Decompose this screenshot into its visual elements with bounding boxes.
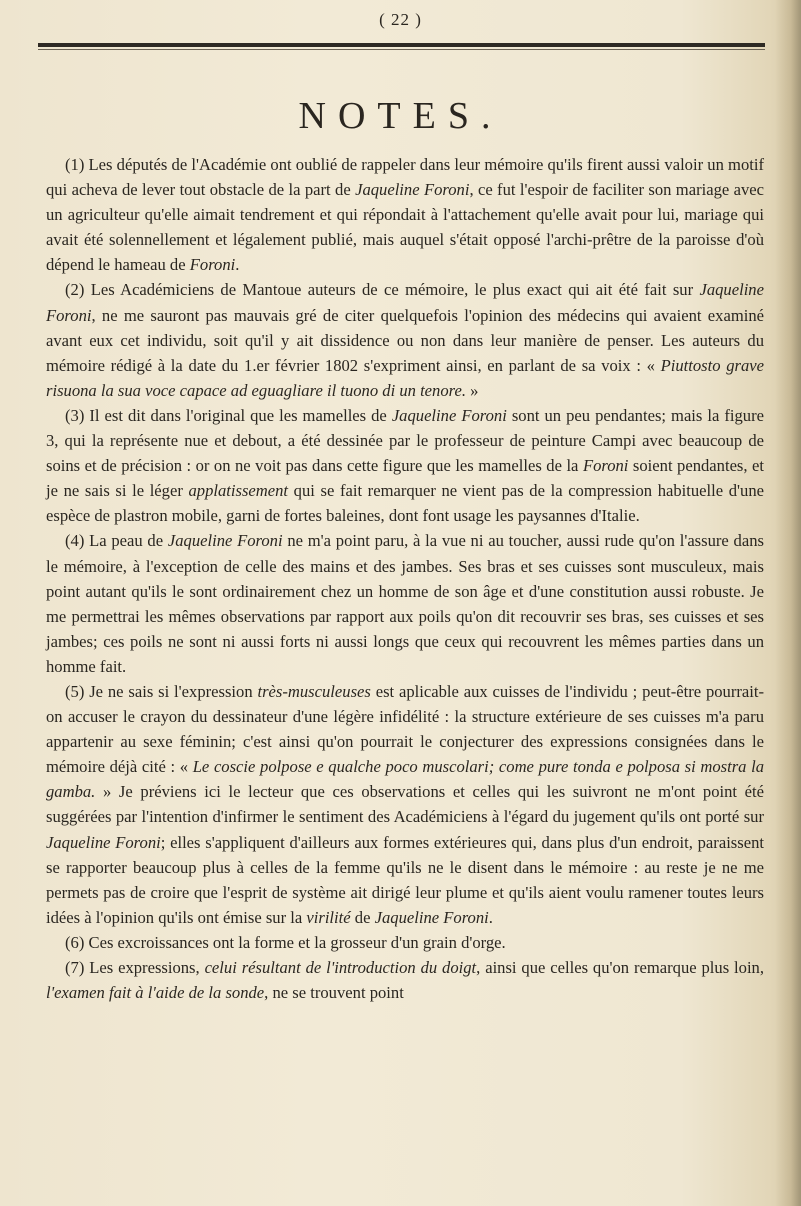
page-number: ( 22 ) [379,10,422,29]
header-rule-thin [38,49,765,50]
note-5: (5) Je ne sais si l'expression très-musculeuses est aplicable aux cuisses de l'individu ; peut-être pourrait-on accuser le crayon du dessinateur d'une légère infidélité : la structure extérieure de ses cuisses m'a paru appartenir au sexe féminin; c'est ainsi qu'on pourrait le conjecturer des expressions consignées dans le mémoire déjà cité : « Le coscie polpose e qualche poco muscolari; come pure tonda e polposa si mostra la gamba. » Je préviens ici le lecteur que ces observations et celles qui les suivront ne m'ont point été suggérées par l'intention d'infirmer le sentiment des Académiciens à l'égard du jugement qu'ils ont porté sur Jaqueline Foroni; elles s'appliquent d'ailleurs aux formes extérieures qui, dans plus d'un endroit, paraissent se rapporter beaucoup plus à celles de la femme qu'ils ne le disent dans le mémoire : au reste je ne me permets pas de croire que l'esprit de système ait dirigé leur plume et qu'ils aient voulu ramener toutes leurs idées à l'opinion qu'ils ont émise sur la virilité de Jaqueline Foroni. [46,681,765,927]
notes-heading: NOTES. [298,95,503,137]
note-7: (7) Les expressions, celui résultant de l'introduction du doigt, ainsi que celles qu'on remarque plus loin, l'examen fait à l'aide de la sonde, ne se trouvent point [46,958,765,1003]
note-6: (6) Ces excroissances ont la forme et la grosseur d'un grain d'orge. [65,932,506,952]
header-rule [38,43,765,47]
page-edge-shadow [775,0,801,1206]
note-3: (3) Il est dit dans l'original que les mamelles de Jaqueline Foroni sont un peu pendantes; mais la figure 3, qui la représente nue et debout, a été dessinée par le professeur de peinture Campi avec beaucoup de soins et de précision : or on ne voit pas dans cette figure que les mamelles de la Foroni soient pendantes, et je ne sais si le léger applatissement qui se fait remarquer ne vient pas de la compression habituelle d'une espèce de plastron mobile, garni de fortes baleines, dont font usage les paysannes d'Italie. [46,405,765,526]
notes-body [46,152,764,1005]
note-2: (2) Les Académiciens de Mantoue auteurs de ce mémoire, le plus exact qui ait été fait sur Jaqueline Foroni, ne me sauront pas mauvais gré de citer quelquefois l'opinion des médecins qui avaient examiné avant eux cet individu, soit qu'il y ait dissidence ou non dans leur manière de penser. Les auteurs du mémoire rédigé à la date du 1.er février 1802 s'expriment ainsi, en parlant de sa voix : « Piuttosto grave risuona la sua voce capace ad eguagliare il tuono di un tenore. » [46,280,765,400]
note-1: (1) Les députés de l'Académie ont oublié de rappeler dans leur mémoire qu'ils firent aussi valoir un motif qui acheva de lever tout obstacle de la part de Jaqueline Foroni, ce fut l'espoir de faciliter son mariage avec un agriculteur qu'elle aimait tendrement et qui répondait à l'attachement qu'elle avait pour lui, mariage qui avait été solennellement et légalement publié, mais auquel s'était opposé l'archi-prêtre de la paroisse d'où dépend le hameau de Foroni. [46,155,765,275]
note-4: (4) La peau de Jaqueline Foroni ne m'a point paru, à la vue ni au toucher, aussi rude qu'on l'assure dans le mémoire, à l'exception de celle des mains et des jambes. Ses bras et ses cuisses sont musculeux, mais point autant qu'ils le sont ordinairement chez un homme de son âge et d'une constitution aussi robuste. Je me permettrai les mêmes observations par rapport aux poils qu'on dit recouvrir ses bras, ses cuisses et ses jambes; ces poils ne sont ni aussi forts ni aussi longs que ceux qui recouvrent les mêmes parties dans un homme fait. [46,531,764,676]
